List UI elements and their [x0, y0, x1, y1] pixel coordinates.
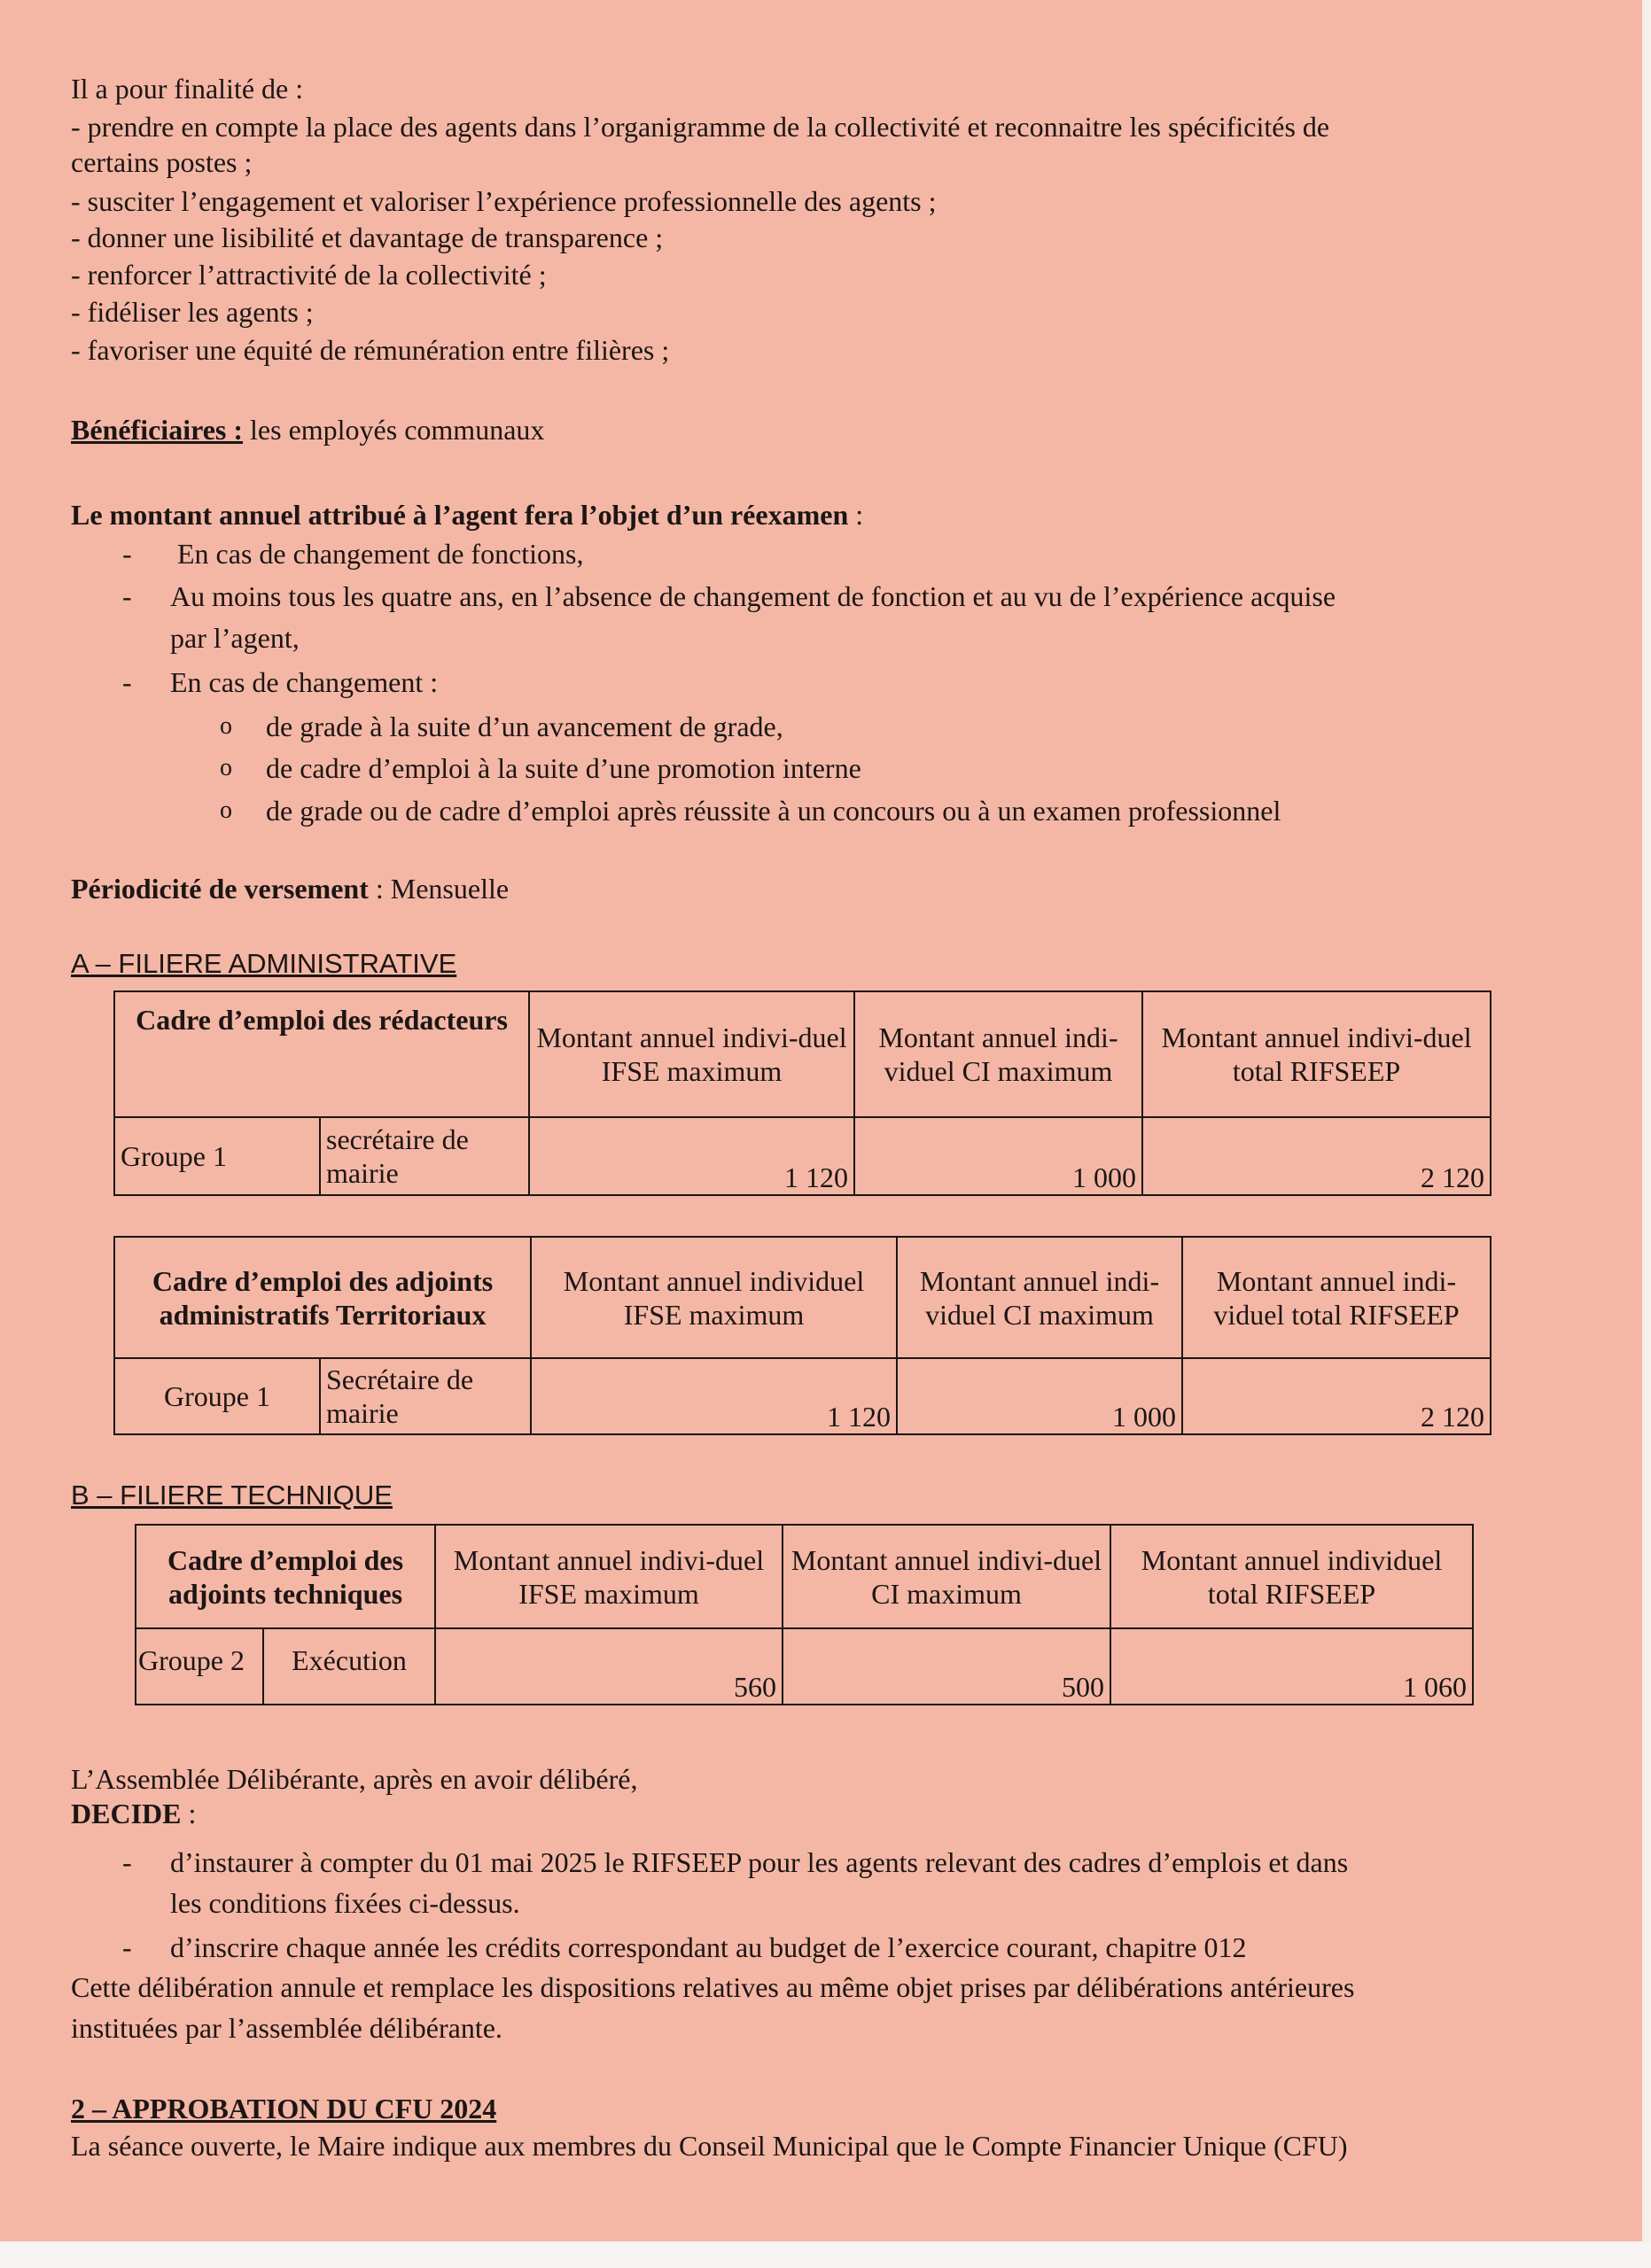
table-cell-group: Groupe 1	[114, 1358, 320, 1434]
table-cell-group: Groupe 1	[114, 1117, 320, 1195]
finalite-item: - favoriser une équité de rémunération entre filières ;	[71, 334, 670, 366]
reexamen-heading-suffix: :	[848, 499, 864, 531]
table-cell-ifse: 560	[435, 1628, 783, 1705]
table-cell-role: Secrétaire de mairie	[320, 1358, 531, 1434]
table-cell-ci: 1 000	[854, 1117, 1142, 1195]
reexamen-item: En cas de changement de fonctions,	[177, 538, 584, 570]
dash-bullet: -	[122, 580, 132, 612]
reexamen-item: Au moins tous les quatre ans, en l’absence de changement de fonction et au vu de l’expérience acquise	[170, 580, 1336, 612]
periodicite-label: Périodicité de versement	[71, 873, 369, 905]
table-cell-ifse: 1 120	[531, 1358, 897, 1434]
table-header-cell: Montant annuel indivi-duel CI maximum	[783, 1525, 1110, 1628]
decision-item: d’inscrire chaque année les crédits correspondant au budget de l’exercice courant, chapitre 012	[170, 1931, 1247, 1963]
scan-edge	[1642, 0, 1651, 2268]
decision-item: d’instaurer à compter du 01 mai 2025 le RIFSEEP pour les agents relevant des cadres d’emplois et dans	[170, 1846, 1349, 1878]
finalite-item: - fidéliser les agents ;	[71, 296, 314, 328]
section-a-title: A – FILIERE ADMINISTRATIVE	[71, 948, 457, 979]
decide-line	[71, 1796, 196, 1831]
table-cell-total: 1 060	[1110, 1628, 1473, 1705]
reexamen-subitem: de grade à la suite d’un avancement de grade,	[266, 711, 783, 742]
section-2-title: 2 – APPROBATION DU CFU 2024	[71, 2093, 497, 2124]
finalite-item: - renforcer l’attractivité de la collectivité ;	[71, 259, 547, 291]
table-header-cell: Cadre d’emploi des rédacteurs	[114, 991, 529, 1117]
reexamen-item: par l’agent,	[170, 622, 300, 654]
table-header-cell: Montant annuel individuel IFSE maximum	[531, 1237, 897, 1358]
table-cell-role: Exécution	[263, 1628, 435, 1705]
dash-bullet: -	[122, 1846, 132, 1878]
reexamen-item: En cas de changement :	[170, 666, 439, 698]
beneficiaires	[71, 412, 544, 447]
table-header-cell: Montant annuel indivi-duel IFSE maximum	[435, 1525, 783, 1628]
table-adjoints-administratifs	[113, 1236, 1491, 1435]
finalite-item: - prendre en compte la place des agents dans l’organigramme de la collectivité et reconnaitre les spécificités de	[71, 111, 1330, 143]
table-header-cell: Montant annuel individuel total RIFSEEP	[1110, 1525, 1473, 1628]
table-adjoints-techniques	[135, 1524, 1474, 1705]
table-header-cell: Montant annuel indivi-duel IFSE maximum	[529, 991, 854, 1117]
beneficiaires-label: Bénéficiaires :	[71, 414, 244, 446]
circle-bullet: o	[220, 712, 232, 740]
finalite-heading: Il a pour finalité de :	[71, 73, 304, 105]
section-2-text: La séance ouverte, le Maire indique aux membres du Conseil Municipal que le Compte Financier Unique (CFU)	[71, 2130, 1348, 2162]
scan-bottom-edge	[0, 2241, 1651, 2268]
table-header-cell: Montant annuel indi-viduel CI maximum	[854, 991, 1142, 1117]
table-header-cell: Cadre d’emploi des adjoints techniques	[136, 1525, 435, 1628]
reexamen-heading	[71, 497, 863, 532]
table-header-cell: Cadre d’emploi des adjoints administratifs Territoriaux	[114, 1237, 531, 1358]
periodicite-text: : Mensuelle	[368, 873, 510, 905]
table-header-cell: Montant annuel indi-viduel total RIFSEEP	[1182, 1237, 1491, 1358]
finalite-item: - donner une lisibilité et davantage de transparence ;	[71, 221, 664, 253]
finalite-item: certains postes ;	[71, 146, 253, 178]
decide-label: DECIDE	[71, 1798, 182, 1829]
circle-bullet: o	[220, 796, 232, 824]
dash-bullet: -	[122, 538, 132, 570]
decision-item: les conditions fixées ci-dessus.	[170, 1887, 520, 1919]
table-cell-group: Groupe 2	[136, 1628, 263, 1705]
finalite-item: - susciter l’engagement et valoriser l’expérience professionnelle des agents ;	[71, 185, 937, 217]
circle-bullet: o	[220, 754, 232, 781]
reexamen-heading-text: Le montant annuel attribué à l’agent fera l’objet d’un réexamen	[71, 499, 849, 531]
table-header-cell: Montant annuel indi-viduel CI maximum	[897, 1237, 1182, 1358]
table-cell-ci: 500	[783, 1628, 1110, 1705]
table-cell-total: 2 120	[1182, 1358, 1491, 1434]
beneficiaires-text: les employés communaux	[243, 414, 545, 446]
section-b-title: B – FILIERE TECHNIQUE	[71, 1480, 393, 1511]
decide-suffix: :	[181, 1798, 197, 1829]
table-redacteurs	[113, 990, 1491, 1196]
decision-intro: L’Assemblée Délibérante, après en avoir délibéré,	[71, 1763, 638, 1795]
periodicite	[71, 871, 509, 906]
table-cell-role: secrétaire de mairie	[320, 1117, 529, 1195]
table-header-cell: Montant annuel indivi-duel total RIFSEEP	[1142, 991, 1491, 1117]
closing-line: instituées par l’assemblée délibérante.	[71, 2012, 502, 2044]
dash-bullet: -	[122, 1931, 132, 1963]
table-cell-ci: 1 000	[897, 1358, 1182, 1434]
closing-line: Cette délibération annule et remplace les dispositions relatives au même objet prises par délibérations antérieures	[71, 1971, 1355, 2003]
table-cell-total: 2 120	[1142, 1117, 1491, 1195]
dash-bullet: -	[122, 666, 132, 698]
table-cell-ifse: 1 120	[529, 1117, 854, 1195]
reexamen-subitem: de cadre d’emploi à la suite d’une promotion interne	[266, 752, 861, 784]
reexamen-subitem: de grade ou de cadre d’emploi après réussite à un concours ou à un examen professionnel	[266, 795, 1281, 827]
